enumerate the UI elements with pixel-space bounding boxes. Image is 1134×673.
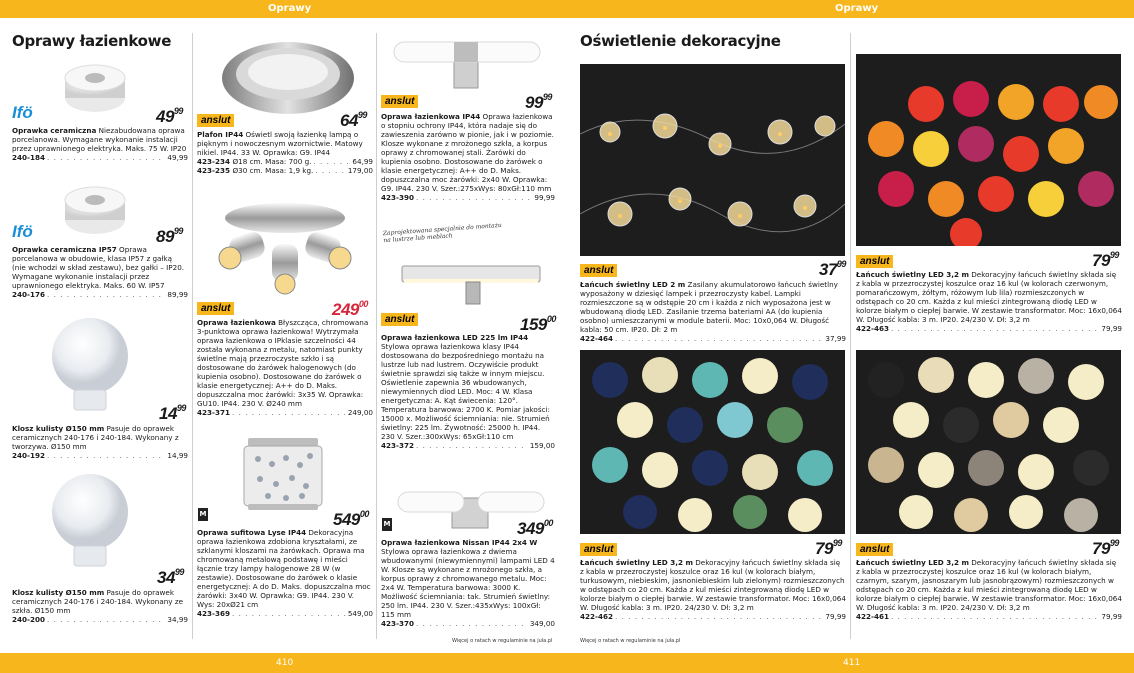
price: $79^{99}$: [815, 538, 842, 558]
product-item: [197, 318, 373, 430]
product-code-row: 423-235 Ø30 cm. Masa: 1,9 kg. . . . 179,00: [197, 166, 373, 175]
bottom-bar: [0, 653, 1134, 673]
product-description: Błyszcząca, chromowana 3-punktowa oprawa łazienkowa! Wytrzymała oprawa łazienkowa o IPklasie szczelności 44 została wykonana z metalu, natomiast punkty świetlne mają przezroczyste szkło i są dostosowane do żarówek halogenowych (do kupienia osobno). Dostosowane do żarówek o klasie energetycznej: A++ do D. Maks. dopuszczalna moc żarówki: 3x35 W. Oprawka: GU10. IP44. 230 V. Ø240 mm: [197, 318, 369, 408]
product-code-row: 240-184 . . . 49,99: [12, 153, 188, 162]
product-description: Oprawa łazienkowa o stopniu ochrony IP44, która nadaje się do zawieszenia zarówno w pionie, jak i w poziomie. Klosze wykonane z mrożonego szkła, a korpus oprawy z chromowanej stali. Żarówki do kupienia osobno. Dostosowane do żarówek o klasie energetycznej: A++ do D. Maks. dopuszczalna moc żarówki: 2x40 W. Oprawka: G9. IP44. 230 V. Szer.:275xWys: 80xGł:110 mm: [381, 112, 554, 193]
price: $14^{99}$: [159, 403, 186, 423]
product-description: Oświetl swoją łazienkę lampą o pięknym i nowoczesnym wzornictwie. Matowy nikiel. IP44. 33 W. Oprawka: G9. IP44: [197, 130, 363, 157]
bulb-string-photo: [580, 64, 845, 256]
product-item: [580, 558, 846, 630]
header-label-right: Oprawy: [835, 3, 879, 14]
price: $89^{99}$: [156, 226, 183, 246]
product-item: [12, 245, 188, 307]
top-bar: [0, 0, 1134, 18]
product-item: [197, 528, 373, 630]
product-code-row: 240-176 . . . 89,99: [12, 290, 188, 299]
price: $549^{00}$: [333, 509, 369, 529]
column-divider: [850, 33, 851, 639]
product-code-row: 423-370 . . . 349,00: [381, 619, 555, 628]
handwritten-note: Zaprojektowana specjalnie do montażu na lustrze lub meblach: [382, 221, 503, 245]
product-code-row: 423-372 . . . 159,00: [381, 441, 555, 450]
product-name: Oprawa łazienkowa IP44: [381, 112, 481, 121]
product-code-row: 422-464 . . . 37,99: [580, 334, 846, 342]
product-name: Oprawa łazienkowa: [197, 318, 276, 327]
product-name: Plafon IP44: [197, 130, 244, 139]
product-item: [12, 588, 188, 630]
product-code-row: 240-200 . . . 34,99: [12, 615, 188, 624]
product-item: [381, 112, 555, 216]
product-name: Klosz kulisty Ø150 mm: [12, 588, 105, 597]
page-number-left: 410: [276, 658, 294, 668]
product-name: Oprawa łazienkowa LED 225 lm IP44: [381, 333, 529, 342]
plastic-globe-image: [50, 312, 130, 416]
product-item: [381, 333, 555, 465]
anslut-logo: anslut: [197, 302, 234, 315]
anslut-logo: anslut: [197, 114, 234, 127]
double-wall-lamp-image: [392, 34, 542, 94]
installment-note: Więcej o ratach w regulaminie na jula.pl: [452, 638, 553, 644]
price: $79^{99}$: [1092, 538, 1119, 558]
spotlight-fixture-image: [210, 196, 360, 296]
product-code-row: 423-369 . . . 549,00: [197, 609, 373, 618]
crystal-ceiling-lamp-image: [238, 434, 328, 514]
product-description: Dekoracyjny łańcuch świetlny składa się z kabla w przezroczystej koszulce oraz 16 kul (w kolorach białym, turkusowym, niebieskim, jasnoniebieskim lub zielonym) rozmieszczonych w odstępach co 20 cm. Każda z kul mieści zintegrowaną diodę LED w kolorze białym o ciepłej barwie. W zestawie transformator. Moc: 16x0,064 W. Długość kabla: 3 m. IP20. 24/230 V. Dł: 3,2 m: [580, 558, 846, 612]
product-name: Łańcuch świetlny LED 2 m: [580, 280, 686, 289]
product-description: Pasuje do oprawek ceramicznych 240-176 i 240-184. Wykonany ze szkła. Ø150 mm: [12, 588, 184, 615]
column-divider: [376, 33, 377, 639]
product-item: [856, 270, 1122, 342]
product-description: Zasilany akumulatorowo łańcuch świetlny wyposażony w dziesięć lampek i przezroczysty kabel. Lampki rozmieszczone są w odstępie 20 cm i każda z nich wyposażona jest w wbudowaną diodę LED. Zasilanie trzema bateriami AA (do kupienia osobno) umieszczanymi w module baterii. Moc: 10x0,064 W. Długość kabla: 50 cm. IP20. Dł: 2 m: [580, 280, 838, 334]
ifo-logo: Ifö: [12, 222, 33, 241]
section-title-bath: Oprawy łazienkowe: [12, 32, 172, 50]
product-name: Łańcuch świetlny LED 3,2 m: [856, 558, 969, 567]
m-brand-logo: M: [382, 518, 392, 531]
product-description: Niezabudowana oprawa porcelanowa. Wymagane wykonanie instalacji przez uprawnionego elektryka. Maks. 75 W. IP20: [12, 126, 187, 153]
warm-ball-string-photo: [856, 54, 1121, 246]
mirror-led-lamp-image: [396, 252, 546, 308]
m-brand-logo: M: [198, 508, 208, 521]
blue-ball-string-photo: [580, 350, 845, 534]
product-name: Łańcuch świetlny LED 3,2 m: [856, 270, 969, 279]
product-code-row: 423-390 . . . 99,99: [381, 193, 555, 202]
ceramic-socket-ip57-image: [60, 180, 130, 240]
product-description: Stylowa oprawa łazienkowa klasy IP44 dostosowana do bezpośredniego montażu na lustrze lub nad lustrem. Oczywiście produkt świetnie sprawdzi się także w innym miejscu. Oświetlenie zapewnia 36 wbudowanych, niewymiennych diod LED. Moc: 4 W. Klasa energetyczna: A. Kąt świecenia: 120°. Temperatura barwowa: 2700 K. Pomiar jakości: 15000 x. Możliwość ściemniania: nie. Strumień świetlny: 225 lm. Żywotność: 25000 h. IP44. 230 V. Szer.:300xWys: 65xGł:110 cm: [381, 342, 550, 441]
product-name: Klosz kulisty Ø150 mm: [12, 424, 105, 433]
anslut-logo: anslut: [856, 543, 893, 556]
anslut-logo: anslut: [381, 313, 418, 326]
product-code-row: 423-371 . . . 249,00: [197, 408, 373, 417]
installment-note: Więcej o ratach w regulaminie na jula.pl: [580, 638, 681, 644]
product-name: Łańcuch świetlny LED 3,2 m: [580, 558, 693, 567]
product-item: [856, 558, 1122, 630]
product-item: [12, 424, 188, 466]
section-title-deco: Oświetlenie dekoracyjne: [580, 32, 781, 50]
product-description: Dekoracyjna oprawa łazienkowa zdobiona kryształami, ze szklanymi kloszami na żarówkach. Oprawa ma chromowaną metalową podstawę i mieści łącznie trzy lampy halogenowe 28 W (w zestawie). Dostosowane do żarówek o klasie energetycznej: A do D. Maks. dopuszczalna moc żarówki: 3x40 W. Oprawka: G9. IP44. 230 V. Wys: 20xØ21 cm: [197, 528, 371, 609]
header-label-left: Oprawy: [268, 3, 312, 14]
ceramic-socket-image: [60, 58, 130, 118]
product-name: Oprawa sufitowa Lyse IP44: [197, 528, 307, 537]
anslut-logo: anslut: [856, 255, 893, 268]
page-number-right: 411: [843, 658, 861, 668]
product-code-row: 240-192 . . . 14,99: [12, 451, 188, 460]
product-name: Oprawa łazienkowa Nissan IP44 2x4 W: [381, 538, 538, 547]
product-description: Pasuje do oprawek ceramicznych 240-176 i 240-184. Wykonany z tworzywa. Ø150 mm: [12, 424, 179, 451]
product-description: Stylowa oprawa łazienkowa z dwiema wbudowanymi (niewymiennymi) lampami LED 4 W. Klosze są wykonane z mrożonego szkła, a korpus oprawy z chromowanego metalu. Moc: 2x4 W. Temperatura barwowa: 3000 K. Możliwość ściemniania: tak. Strumień świetlny: 250 lm. IP44. 230 V. Szer.:435xWys: 100xGł: 115 mm: [381, 547, 555, 619]
price: $349^{00}$: [517, 518, 553, 538]
anslut-logo: anslut: [381, 95, 418, 108]
price: $49^{99}$: [156, 106, 183, 126]
product-item: [381, 538, 555, 630]
product-item: [580, 280, 846, 342]
product-code-row: 422-462 . . . 79,99: [580, 612, 846, 621]
price: $99^{99}$: [525, 92, 552, 112]
product-name: Oprawka ceramiczna IP57: [12, 245, 117, 254]
anslut-logo: anslut: [580, 264, 617, 277]
product-description: Dekoracyjny łańcuch świetlny składa się z kabla w przezroczystej koszulce oraz 16 kul (w kolorach białym, czarnym, szarym, jasnoszarym lub jasnobrązowym) rozmieszczonych w odstępach co 20 cm. Każda z kul mieści zintegrowaną diodę LED w kolorze białym o ciepłej barwie. W zestawie transformator. Moc: 16x0,064 W. Długość kabla: 3 m. IP20. 24/230 V. Dł: 3,2 m: [856, 558, 1122, 612]
product-item: [197, 130, 373, 182]
price: $79^{99}$: [1092, 250, 1119, 270]
anslut-logo: anslut: [580, 543, 617, 556]
product-code-row: 422-463 . . . 79,99: [856, 324, 1122, 333]
glass-globe-image: [50, 468, 130, 572]
product-code-row: 423-234 Ø18 cm. Masa: 700 g. . . . 64,99: [197, 157, 373, 166]
neutral-ball-string-photo: [856, 350, 1121, 534]
product-name: Oprawka ceramiczna: [12, 126, 97, 135]
ceiling-lamp-image: [218, 36, 358, 118]
product-item: [12, 126, 188, 168]
product-code-row: 422-461 . . . 79,99: [856, 612, 1122, 621]
price: $37^{99}$: [819, 259, 846, 279]
product-description: Dekoracyjny łańcuch świetlny składa się z kabla w przezroczystej koszulce oraz 16 kul (w kolorach czerwonym, pomarańczowym, żółtym, różowym lub lila) rozmieszczonych w odstępach co 20 cm. Każda z kul mieści zintegrowaną diodę LED w kolorze białym o ciepłej barwie. W zestawie transformator. Moc: 16x0,064 W. Długość kabla: 3 m. IP20. 24/230 V. Dł: 3,2 m: [856, 270, 1122, 324]
ifo-logo: Ifö: [12, 103, 33, 122]
product-description: Oprawa porcelanowa w obudowie, klasa IP57 z gałką (nie wchodzi w skład zestawu), bez gałki – IP20. Wymagane wykonanie instalacji przez uprawnionego elektryka. Maks. 60 W. IP57: [12, 245, 185, 290]
price: $34^{99}$: [157, 567, 184, 587]
price: $249^{00}$: [332, 299, 368, 319]
column-divider: [192, 33, 193, 639]
price: $159^{00}$: [520, 314, 556, 334]
price: $64^{99}$: [340, 110, 367, 130]
